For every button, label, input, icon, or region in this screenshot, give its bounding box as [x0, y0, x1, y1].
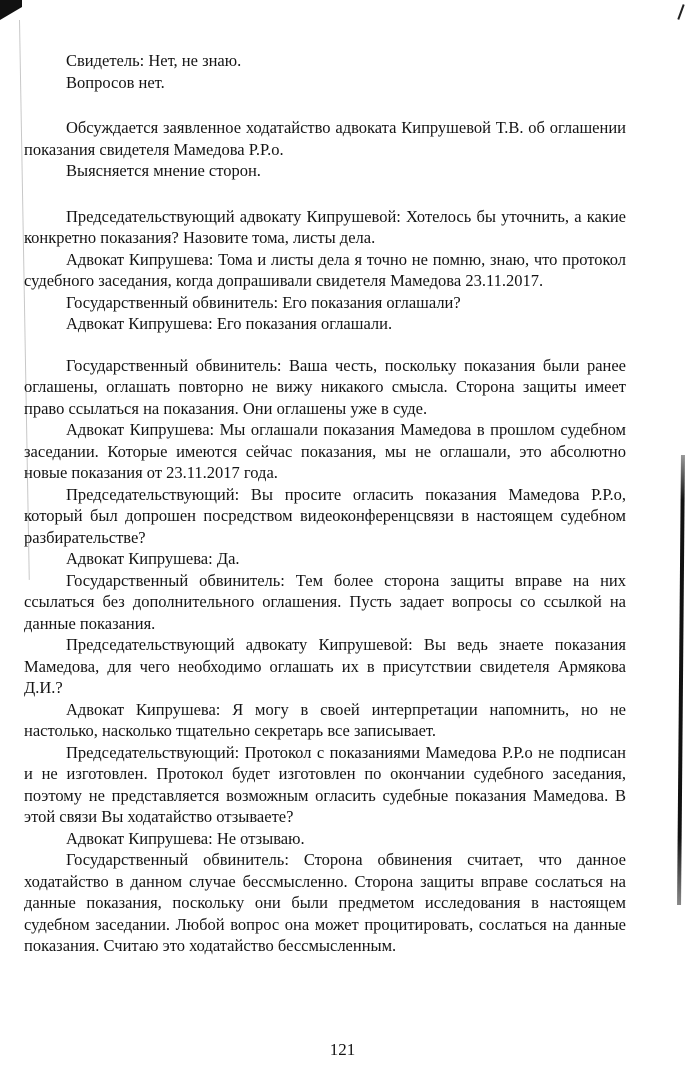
paragraph: Государственный обвинитель: Его показания оглашали? [66, 292, 461, 312]
paragraph: Председательствующий: Вы просите огласить показания Мамедова Р.Р.о, который был допрошен посредством видеоконференцсвязи в настоящем судебном разбирательстве? [24, 484, 626, 547]
document-page [24, 50, 626, 957]
paragraph: Председательствующий адвокату Кипрушевой: Хотелось бы уточнить, а какие конкретно показания? Назовите тома, листы дела. [24, 206, 626, 247]
paragraph: Адвокат Кипрушева: Не отзываю. [66, 828, 305, 848]
paragraph: Государственный обвинитель: Тем более сторона защиты вправе на них ссылаться без дополнительного оглашения. Пусть задает вопросы со ссылкой на данные показания. [24, 570, 626, 633]
paragraph: Председательствующий адвокату Кипрушевой: Вы ведь знаете показания Мамедова, для чего необходимо оглашать их в присутствии свидетеля Армякова Д.И.? [24, 635, 626, 697]
page-number: 121 [329, 1040, 356, 1059]
paragraph: Свидетель: Нет, не знаю. [66, 51, 242, 70]
paragraph: Адвокат Кипрушева: Да. [66, 549, 240, 568]
paragraph: Адвокат Кипрушева: Его показания оглашали. [66, 314, 393, 333]
paragraph: Вопросов нет. [66, 72, 165, 92]
paragraph: Адвокат Кипрушева: Мы оглашали показания Мамедова в прошлом судебном заседании. Которые имеются сейчас показания, мы не оглашали, это абсолютно новые показания от 23.11.2017 года. [24, 420, 626, 482]
paragraph: Государственный обвинитель: Ваша честь, поскольку показания были ранее оглашены, оглашать повторно не вижу никакого смысла. Сторона защиты имеет право ссылаться на показания. Они оглашены уже в суде. [24, 355, 626, 418]
paragraph: Адвокат Кипрушева: Я могу в своей интерпретации напомнить, но не настолько, насколько тщательно секретарь все записывает. [24, 699, 626, 740]
paragraph: Государственный обвинитель: Сторона обвинения считает, что данное ходатайство в данном случае бессмысленно. Сторона защиты вправе сослаться на данные показания, поскольку они были предметом исследования в настоящем судебном заседании. Любой вопрос она может процитировать, сослаться на данные показания. Считаю это ходатайство бессмысленным. [24, 850, 626, 955]
paragraph: Адвокат Кипрушева: Тома и листы дела я точно не помню, знаю, что протокол судебного заседания, когда допрашивали свидетеля Мамедова 23.11.2017. [24, 249, 626, 290]
paragraph: Выясняется мнение сторон. [66, 161, 261, 180]
handwritten-mark [677, 4, 684, 20]
paragraph: Обсуждается заявленное ходатайство адвоката Кипрушевой Т.В. об оглашении показания свидетеля Мамедова Р.Р.о. [24, 118, 626, 159]
scan-corner-shadow [0, 0, 22, 20]
scan-right-edge [677, 455, 685, 905]
paragraph: Председательствующий: Протокол с показаниями Мамедова Р.Р.о не подписан и не изготовлен. Протокол будет изготовлен по окончании судебного заседания, поэтому не представляется возможным огласить судебные показания Мамедова. В этой связи Вы ходатайство отзываете? [24, 742, 626, 826]
